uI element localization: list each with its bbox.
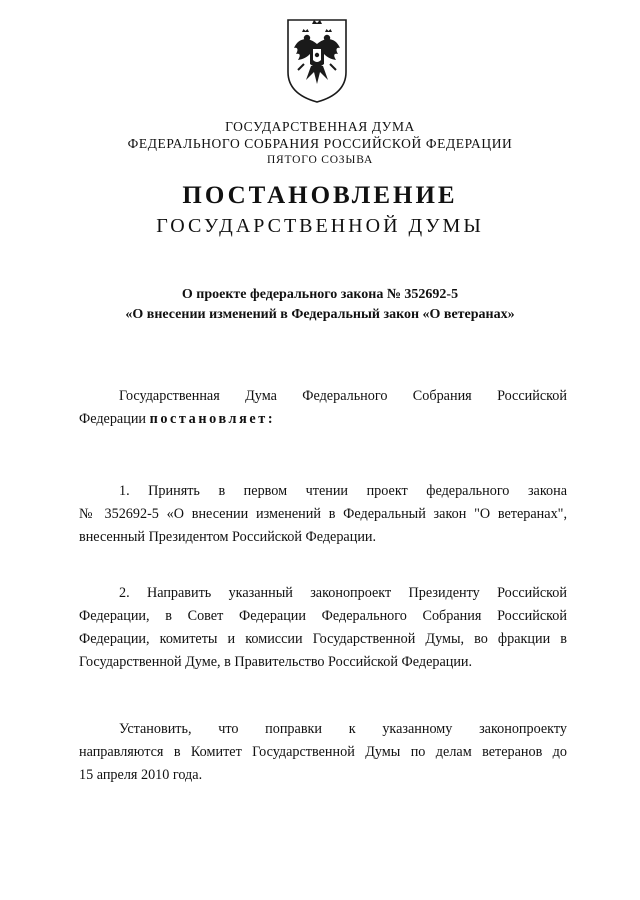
header-line-1: ГОСУДАРСТВЕННАЯ ДУМА xyxy=(225,119,415,134)
item3-line-3: 15 апреля 2010 года. xyxy=(79,767,203,783)
header-line-2: ФЕДЕРАЛЬНОГО СОБРАНИЯ РОССИЙСКОЙ ФЕДЕРАЦИИ xyxy=(127,136,513,151)
header-line-3: ПЯТОГО СОЗЫВА xyxy=(266,154,374,166)
title-sub: ГОСУДАРСТВЕННОЙ ДУМЫ xyxy=(156,215,484,237)
item2-line-4: Государственной Думе, в Правительство Российской Федерации. xyxy=(79,654,473,670)
intro-line-1: Государственная Дума Федерального Собрания Российской xyxy=(119,388,567,404)
item1-line-2: № 352692-5 «О внесении изменений в Федеральный закон "О ветеранах", xyxy=(79,506,567,522)
title-main: ПОСТАНОВЛЕНИЕ xyxy=(182,182,458,209)
item-3-paragraph xyxy=(79,718,567,787)
subject-line-2: «О внесении изменений в Федеральный закон «О ветеранах» xyxy=(125,307,515,322)
russian-coat-of-arms-icon xyxy=(282,14,352,104)
intro-line-2-prefix: Федерации xyxy=(79,411,150,427)
issuer-header xyxy=(0,118,640,169)
item-2-paragraph xyxy=(79,582,567,674)
subject-line-1: О проекте федерального закона № 352692-5 xyxy=(181,287,459,302)
item1-line-3: внесенный Президентом Российской Федерации. xyxy=(79,529,377,545)
item1-line-1: 1. Принять в первом чтении проект федерального закона xyxy=(119,483,567,499)
item-1-paragraph xyxy=(79,480,567,549)
item2-line-2: Федерации, в Совет Федерации Федерального Собрания Российской xyxy=(79,608,567,624)
item3-line-1: Установить, что поправки к указанному законопроекту xyxy=(119,721,567,737)
document-title xyxy=(0,181,640,239)
item3-line-2: направляются в Комитет Государственной Думы по делам ветеранов до xyxy=(79,744,567,760)
intro-paragraph xyxy=(79,385,567,431)
decree-word: постановляет: xyxy=(149,411,276,427)
intro-line-2 xyxy=(79,408,567,431)
item2-line-1: 2. Направить указанный законопроект Президенту Российской xyxy=(119,585,567,601)
document-subject xyxy=(0,285,640,325)
item2-line-3: Федерации, комитеты и комиссии Государственной Думы, во фракции в xyxy=(79,631,567,647)
